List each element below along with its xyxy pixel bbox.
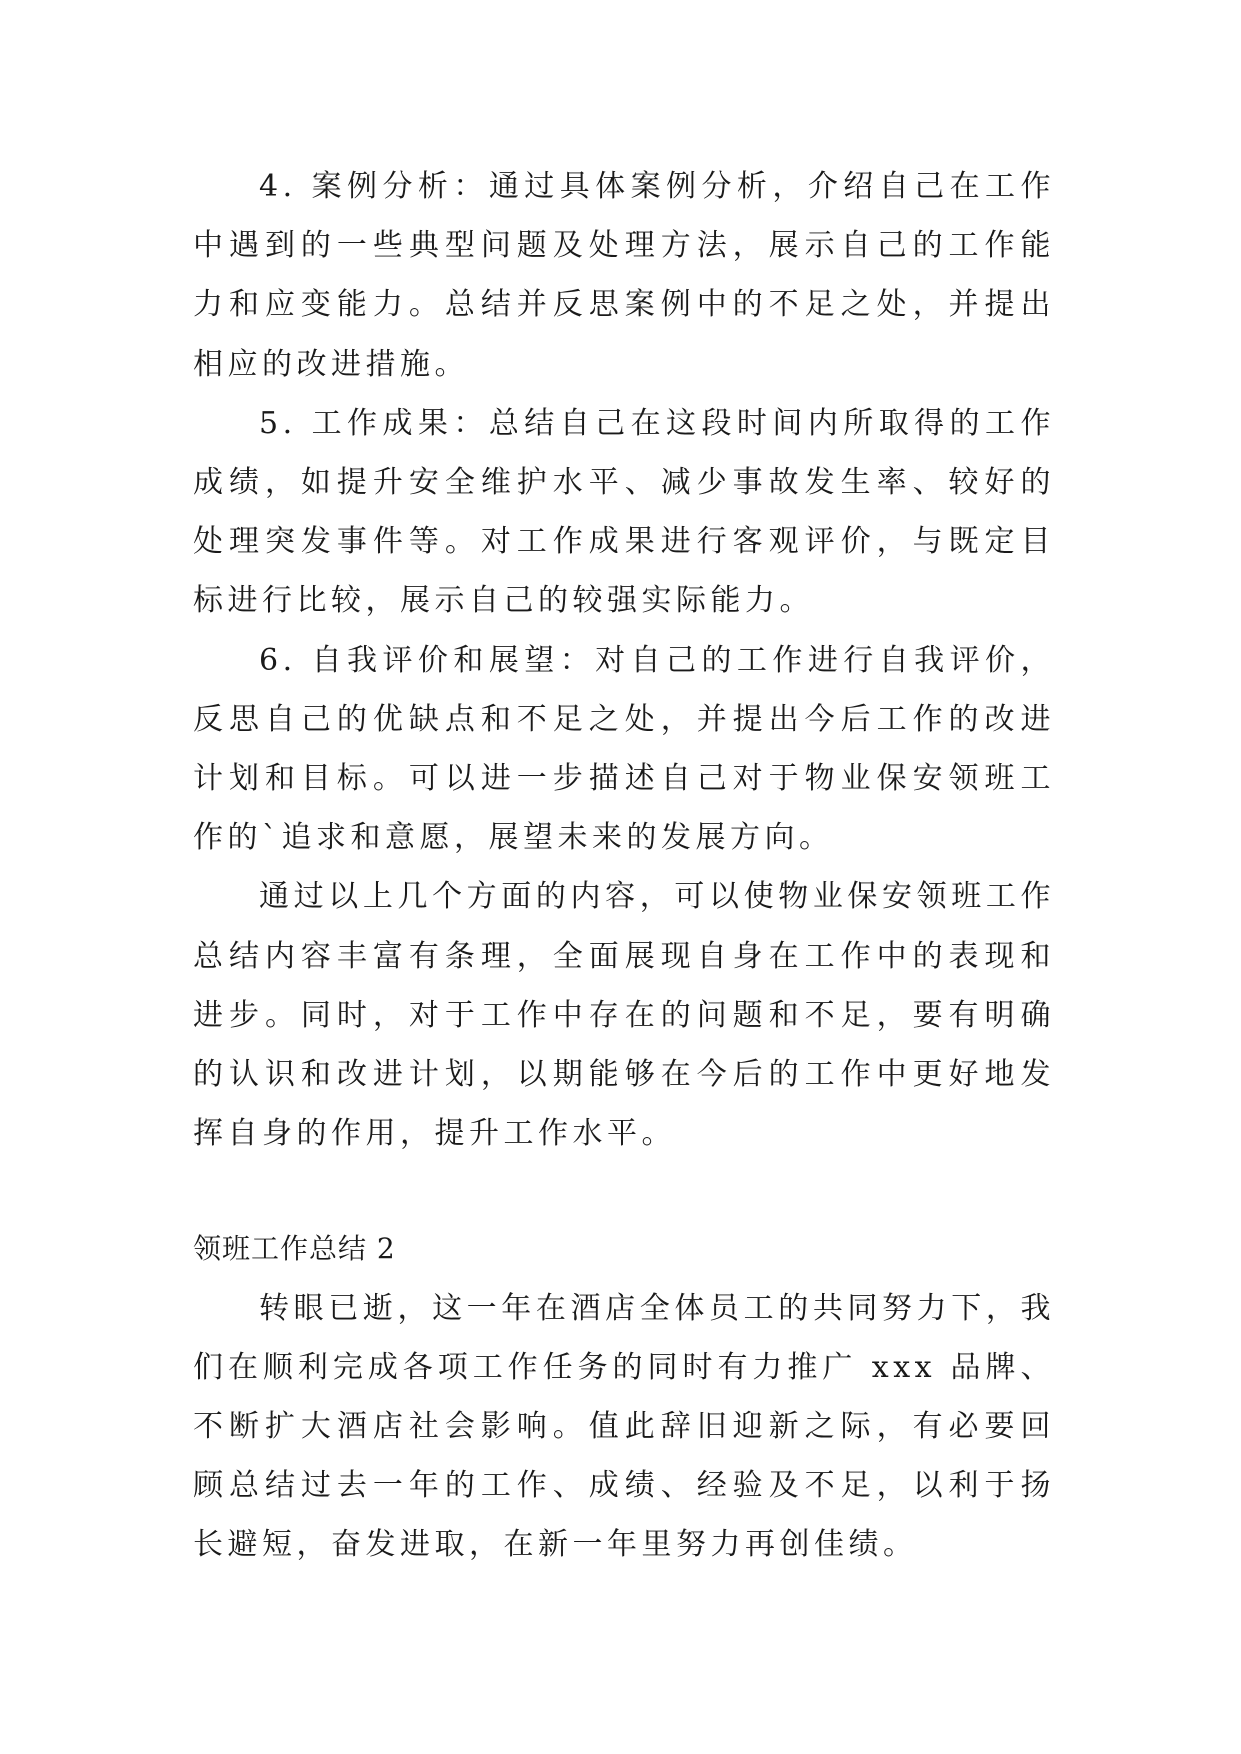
paragraph-section2-intro: 转眼已逝，这一年在酒店全体员工的共同努力下，我们在顺利完成各项工作任务的同时有力推广 xxx 品牌、不断扩大酒店社会影响。值此辞旧迎新之际，有必要回顾总结过去一年的工作、成绩、经验及不足，以利于扬长避短，奋发进取，在新一年里努力再创佳绩。 <box>193 1290 1055 1563</box>
section-heading: 领班工作总结 2 <box>193 1232 396 1266</box>
paragraph-case-analysis: 4. 案例分析：通过具体案例分析，介绍自己在工作中遇到的一些典型问题及处理方法，展示自己的工作能力和应变能力。总结并反思案例中的不足之处，并提出相应的改进措施。 <box>193 169 1055 382</box>
document-body <box>193 157 1055 1575</box>
paragraph-conclusion: 通过以上几个方面的内容，可以使物业保安领班工作总结内容丰富有条理，全面展现自身在工作中的表现和进步。同时，对于工作中存在的问题和不足，要有明确的认识和改进计划，以期能够在今后的工作中更好地发挥自身的作用，提升工作水平。 <box>193 879 1055 1152</box>
paragraph-self-evaluation: 6. 自我评价和展望：对自己的工作进行自我评价，反思自己的优缺点和不足之处，并提出今后工作的改进计划和目标。可以进一步描述自己对于物业保安领班工作的`追求和意愿，展望未来的发展方向。 <box>193 642 1055 856</box>
paragraph-work-results: 5. 工作成果：总结自己在这段时间内所取得的工作成绩，如提升安全维护水平、减少事故发生率、较好的处理突发事件等。对工作成果进行客观评价，与既定目标进行比较，展示自己的较强实际能力。 <box>193 405 1055 619</box>
